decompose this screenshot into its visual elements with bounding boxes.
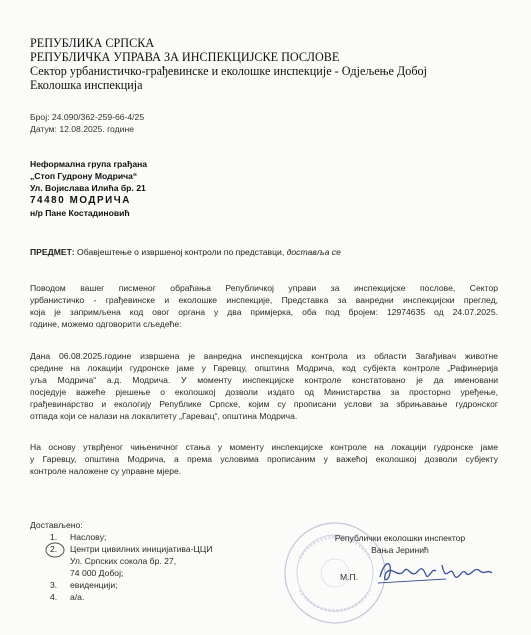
paragraph-3 bbox=[30, 441, 498, 477]
paragraph-2-line: уља Модрича“ а.д. Модрича. У моменту инспекцијске контроле констатовано је да именовани bbox=[30, 375, 498, 385]
signatory-name: Вања Јеринић bbox=[371, 545, 429, 555]
paragraph-3-line: у Гаревцу, општина Модрича, а према условима прописаним у важећој еколошкој дозволи субјекту bbox=[30, 454, 498, 464]
recipient-line-3: Ул. Војислава Илића бр. 21 bbox=[30, 183, 146, 193]
item-number: 4. bbox=[50, 592, 58, 602]
paragraph-3-line: На основу утврђеног чињеничног стања у моменту инспекцијске контроле на локацији гудронске јаме bbox=[30, 442, 498, 452]
paragraph-2-line: грађевинарство и екологију Републике Српске, којим су прописани услови за збрињавање гудронског bbox=[30, 399, 498, 409]
paragraph-1 bbox=[30, 282, 498, 330]
signatory-title: Републички еколошки инспектор bbox=[334, 533, 466, 543]
delivered-item bbox=[50, 555, 212, 567]
paragraph-3-line: контроле наложене су управне мјере. bbox=[30, 466, 182, 476]
paragraph-2-line: средине на локацији гудронске јаме у Гаревцу, општина Модрича, код субјекта контроле „Рафинерија bbox=[30, 363, 498, 373]
delivered-label: Достављено: bbox=[30, 520, 83, 530]
item-text: 74 000 Добој; bbox=[70, 568, 124, 578]
item-text: Центри цивилних иницијатива-ЦЦИ bbox=[70, 544, 213, 554]
recipient-attention: н/р Пане Костадиновић bbox=[30, 208, 130, 218]
paragraph-2-line: Дана 06.08.2025.године извршена је ванредна инспекцијска контрола из области Загађивач животне bbox=[30, 351, 498, 361]
mp-label: М.П. bbox=[340, 572, 359, 582]
recipient-line-2: „Стоп Гудрону Модрича“ bbox=[30, 171, 138, 181]
recipient-city: 74480 МОДРИЧА bbox=[30, 195, 131, 206]
paragraph-1-line: урбанистичко - грађевинске и еколошке инспекције, Представка за ванредни инспекцијски преглед, bbox=[30, 295, 498, 305]
letterhead-department: Еколошка инспекција bbox=[30, 78, 143, 92]
letterhead-authority: РЕПУБЛИЧКА УПРАВА ЗА ИНСПЕКЦИЈСКЕ ПОСЛОВЕ bbox=[30, 50, 340, 64]
delivered-list bbox=[50, 531, 212, 603]
delivered-item bbox=[50, 567, 212, 579]
item-number: 1. bbox=[50, 532, 58, 542]
item-number bbox=[50, 567, 70, 579]
reference-block bbox=[30, 111, 144, 135]
item-text: а/а. bbox=[70, 592, 85, 602]
letterhead-sector: Сектор урбанистичко-грађевинске и еколошке инспекције - Одјељење Добој bbox=[30, 64, 428, 78]
subject-label: ПРЕДМЕТ: bbox=[30, 247, 75, 257]
signature-block bbox=[310, 532, 490, 556]
subject-line bbox=[30, 247, 341, 257]
handwritten-signature bbox=[376, 555, 496, 591]
item-number: 3. bbox=[50, 580, 58, 590]
paragraph-2 bbox=[30, 350, 498, 422]
reference-date: Датум: 12.08.2025. године bbox=[30, 124, 134, 134]
delivered-item bbox=[50, 531, 212, 543]
paragraph-1-line: Поводом вашег писменог обраћања Републичкој управи за инспекцијске послове, Сектор bbox=[30, 283, 498, 293]
paragraph-1-line: године, можемо одговорити сљедеће: bbox=[30, 319, 182, 329]
letterhead bbox=[30, 36, 427, 92]
delivered-item bbox=[50, 543, 212, 555]
recipient-address bbox=[30, 158, 147, 219]
paragraph-2-line: отпада који се налази на локалитету „Гаревац“, општина Модрича. bbox=[30, 411, 298, 421]
item-text: Насловy; bbox=[70, 532, 107, 542]
recipient-line-1: Неформална група грађана bbox=[30, 159, 148, 169]
delivered-item bbox=[50, 591, 212, 603]
item-number: 2. bbox=[50, 544, 58, 554]
item-text: евиденцији; bbox=[70, 580, 118, 590]
reference-number: Број: 24.090/362-259-66-4/25 bbox=[30, 112, 145, 122]
paragraph-1-line: која је запримљена код овог органа у два примјерка, оба под бројем: 12974635 од 24.07.2025. bbox=[30, 307, 498, 317]
item-text: Ул. Српских сокола бр. 27, bbox=[70, 556, 177, 566]
subject-italic: доставља се bbox=[286, 247, 341, 257]
handwritten-circle-mark bbox=[44, 541, 66, 559]
paragraph-2-line: посједује важеће рјешење о еколошкој дозволи издато од Министарства за просторно уређење, bbox=[30, 387, 498, 397]
letterhead-republic: РЕПУБЛИКА СРПСКА bbox=[30, 36, 155, 50]
delivered-item bbox=[50, 579, 212, 591]
subject-text: Обавјештење о извршеној контроли по представци, bbox=[74, 247, 287, 257]
